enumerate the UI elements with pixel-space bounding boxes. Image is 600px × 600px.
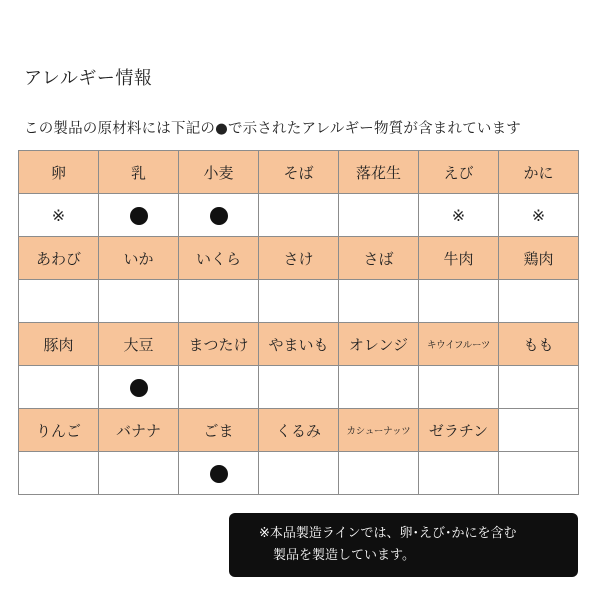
allergen-name-cell: さば xyxy=(339,237,419,280)
allergen-name-cell: 大豆 xyxy=(99,323,179,366)
allergen-name-cell: 小麦 xyxy=(179,151,259,194)
allergen-name-cell: かに xyxy=(499,151,579,194)
allergen-mark-cell xyxy=(179,280,259,323)
allergen-mark-cell xyxy=(499,280,579,323)
allergen-name-cell: カシューナッツ xyxy=(339,409,419,452)
allergen-name-cell: りんご xyxy=(19,409,99,452)
allergen-mark-cell xyxy=(499,452,579,495)
allergen-mark-cell xyxy=(419,194,499,237)
allergen-name-cell: 鶏肉 xyxy=(499,237,579,280)
allergen-name-row xyxy=(19,237,579,280)
allergen-mark-cell xyxy=(99,366,179,409)
allergen-mark-cell xyxy=(259,366,339,409)
allergen-mark-cell xyxy=(179,194,259,237)
contains-mark-icon xyxy=(130,207,148,225)
allergen-mark-cell xyxy=(259,452,339,495)
allergen-mark-row xyxy=(19,194,579,237)
allergy-description: この製品の原材料には下記の●で示されたアレルギー物質が含まれています xyxy=(24,121,522,137)
allergen-mark-cell xyxy=(419,280,499,323)
allergen-mark-cell xyxy=(499,194,579,237)
allergen-name-cell: いか xyxy=(99,237,179,280)
allergen-mark-cell xyxy=(19,452,99,495)
allergen-mark-cell xyxy=(99,194,179,237)
kome-mark: ※ xyxy=(451,205,466,225)
allergen-mark-cell xyxy=(499,366,579,409)
allergen-name-cell: 豚肉 xyxy=(19,323,99,366)
note-line-1: ※本品製造ラインでは、卵･えび･かにを含む xyxy=(259,526,517,541)
allergen-name-cell: いくら xyxy=(179,237,259,280)
allergen-name-row xyxy=(19,409,579,452)
allergen-mark-row xyxy=(19,280,579,323)
allergen-name-cell: やまいも xyxy=(259,323,339,366)
kome-mark: ※ xyxy=(531,205,546,225)
allergen-mark-cell xyxy=(99,280,179,323)
allergen-mark-cell xyxy=(259,194,339,237)
allergen-mark-cell xyxy=(259,280,339,323)
allergen-mark-row xyxy=(19,452,579,495)
manufacturing-note xyxy=(229,513,578,577)
allergen-name-cell: 落花生 xyxy=(339,151,419,194)
contains-mark-icon xyxy=(130,379,148,397)
allergen-name-cell: ゼラチン xyxy=(419,409,499,452)
allergen-name-cell: オレンジ xyxy=(339,323,419,366)
allergen-name-cell xyxy=(499,409,579,452)
allergy-table xyxy=(18,150,579,495)
allergen-name-cell: ごま xyxy=(179,409,259,452)
allergen-mark-cell xyxy=(179,366,259,409)
allergen-mark-cell xyxy=(419,366,499,409)
allergen-mark-cell xyxy=(339,366,419,409)
allergen-mark-cell xyxy=(339,194,419,237)
allergen-mark-cell xyxy=(19,194,99,237)
contains-mark-icon xyxy=(210,465,228,483)
allergen-name-cell: キウイフルーツ xyxy=(419,323,499,366)
allergen-name-cell: もも xyxy=(499,323,579,366)
allergen-name-cell: 卵 xyxy=(19,151,99,194)
allergen-name-cell: さけ xyxy=(259,237,339,280)
allergen-name-cell: くるみ xyxy=(259,409,339,452)
allergen-name-cell: 牛肉 xyxy=(419,237,499,280)
allergen-mark-row xyxy=(19,366,579,409)
allergen-name-row xyxy=(19,323,579,366)
allergen-mark-cell xyxy=(419,452,499,495)
allergen-mark-cell xyxy=(339,280,419,323)
note-line-2: 製品を製造しています。 xyxy=(273,548,415,563)
kome-mark: ※ xyxy=(51,205,66,225)
allergen-mark-cell xyxy=(99,452,179,495)
allergen-name-cell: あわび xyxy=(19,237,99,280)
contains-mark-icon xyxy=(210,207,228,225)
page-title: アレルギー情報 xyxy=(24,68,153,89)
allergen-name-cell: そば xyxy=(259,151,339,194)
allergen-name-cell: まつたけ xyxy=(179,323,259,366)
allergen-name-cell: えび xyxy=(419,151,499,194)
allergen-name-cell: バナナ xyxy=(99,409,179,452)
allergen-mark-cell xyxy=(19,366,99,409)
allergen-mark-cell xyxy=(339,452,419,495)
allergen-mark-cell xyxy=(179,452,259,495)
allergen-mark-cell xyxy=(19,280,99,323)
allergen-name-cell: 乳 xyxy=(99,151,179,194)
allergen-name-row xyxy=(19,151,579,194)
